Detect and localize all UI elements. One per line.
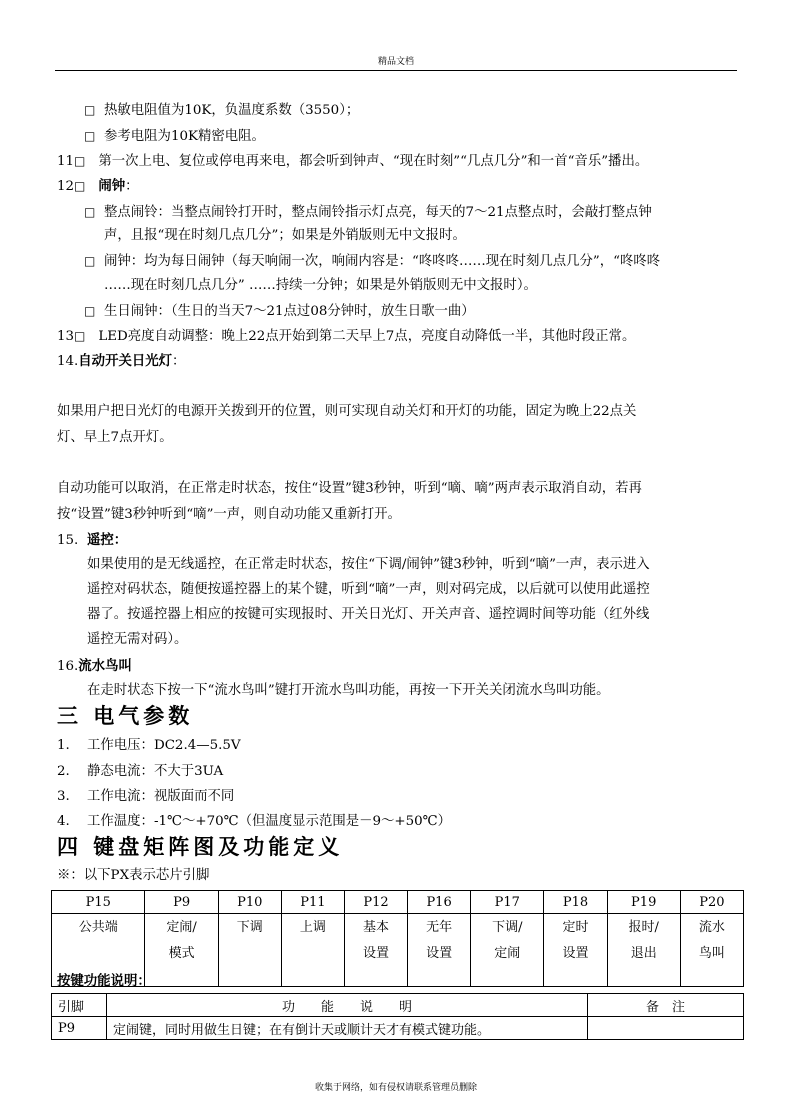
pin-table [51,890,744,987]
function-cell: 上调 [281,914,344,987]
item-12-birthday-alarm: □ 生日闹钟：（生日的当天7～21点过08分钟时，放生日歌一曲） [84,301,475,322]
item-14-para2-line1: 自动功能可以取消，在正常走时状态，按住“设置”键3秒钟，听到“嘀、嘀”两声表示取消自动，若再 [57,481,642,496]
item-12-hourly-chime-cont: 声，且报“现在时刻几点几分”；如果是外销版则无中文报时。 [104,228,466,243]
row-pin: P9 [52,1017,107,1040]
item-16-title: 16.流水鸟叫 [57,658,132,674]
bullet-reference-resistor: □ 参考电阻为10K精密电阻。 [84,126,265,147]
item-13: 13□ LED亮度自动调整：晚上22点开始到第二天早上7点，亮度自动降低一半，其他时段正常。 [57,326,635,347]
item-15-line1: 如果使用的是无线遥控，在正常走时状态，按住“下调/闹钟”键3秒钟，听到“嘀”一声，表示进入 [87,557,650,572]
function-cell: 定闹/ 模式 [145,914,218,987]
header-rule [55,70,737,71]
item-14-para1-line1: 如果用户把日光灯的电源开关拨到开的位置，则可实现自动关灯和开灯的功能，固定为晚上22点关 [57,404,637,419]
item-11: 11□ 第一次上电、复位或停电再来电，都会听到钟声、“现在时刻”“几点几分”和一首“音乐”播出。 [57,151,648,172]
key-table-header [52,994,744,1017]
function-cell: 无年 设置 [408,914,471,987]
bullet-square-icon: □ [84,254,96,268]
function-row [52,914,744,987]
section4-heading: 四 键盘矩阵图及功能定义 [57,834,344,859]
function-cell: 公共端 [52,914,145,987]
header-note: 备 注 [588,994,744,1017]
param-item: 3. 工作电流：视版面而不同 [57,789,235,804]
table-row [52,1017,744,1040]
section3-heading: 三 电气参数 [57,703,194,728]
param-item: 2. 静态电流：不大于3UA [57,764,224,779]
bullet-square-icon: □ [84,103,96,117]
item-14-title: 14.自动开关日光灯： [57,353,186,369]
param-item: 4. 工作温度：-1℃～+70℃（但温度显示范围是－9～+50℃） [57,814,452,829]
item-14-para2-line2: 按“设置”键3秒钟听到“嘀”一声，则自动功能又重新打开。 [57,507,401,522]
pin-cell: P12 [344,891,407,914]
bullet-square-icon: □ [84,205,96,219]
row-note [588,1017,744,1040]
bullet-square-icon: □ [74,329,86,343]
pin-cell: P11 [281,891,344,914]
pin-cell: P10 [218,891,281,914]
function-cell: 基本 设置 [344,914,407,987]
bullet-square-icon: □ [84,129,96,143]
header-function: 功 能 说 明 [107,994,588,1017]
item-12-title: 12□ 闹钟： [57,178,139,194]
item-12-daily-alarm: □ 闹钟：均为每日闹钟（每天响闹一次，响闹内容是：“咚咚咚……现在时刻几点几分”，“咚咚咚 [84,251,660,272]
pin-cell: P16 [408,891,471,914]
pin-note: ※：以下PX表示芯片引脚 [57,868,210,883]
pin-cell: P9 [145,891,218,914]
param-item: 1. 工作电压：DC2.4—5.5V [57,738,241,753]
pin-cell: P18 [544,891,607,914]
item-16-line1: 在走时状态下按一下“流水鸟叫”键打开流水鸟叫功能，再按一下开关关闭流水鸟叫功能。 [87,683,610,698]
pin-cell: P19 [607,891,680,914]
pin-cell: P15 [52,891,145,914]
function-cell: 下调/ 定闹 [471,914,544,987]
bullet-square-icon: □ [74,154,86,168]
item-14-para1-line2: 灯、早上7点开灯。 [57,430,173,445]
key-desc-title: 按键功能说明： [57,973,151,989]
pin-cell: P17 [471,891,544,914]
row-desc: 定闹键，同时用做生日键；在有倒计天或顺计天才有模式键功能。 [107,1017,588,1040]
page-header: 精品文档 [377,57,414,67]
pin-row [52,891,744,914]
bullet-square-icon: □ [84,304,96,318]
function-cell: 流水 鸟叫 [680,914,743,987]
item-15-line4: 遥控无需对码）。 [87,632,188,647]
pin-cell: P20 [680,891,743,914]
bullet-thermistor: □ 热敏电阻值为10K，负温度系数（3550）； [84,100,359,121]
key-function-table [51,993,744,1040]
item-12-hourly-chime: □ 整点闹铃：当整点闹铃打开时，整点闹铃指示灯点亮，每天的7～21点整点时，会敲打整点钟 [84,202,652,223]
page-footer: 收集于网络，如有侵权请联系管理员删除 [314,1083,477,1093]
function-cell: 报时/ 退出 [607,914,680,987]
item-15-line2: 遥控对码状态，随便按遥控器上的某个键，听到“嘀”一声，则对码完成，以后就可以使用此遥控 [87,582,650,597]
item-15-title: 15. 遥控： [57,532,128,548]
item-12-daily-alarm-cont: ……现在时刻几点几分” ……持续一分钟；如果是外销版则无中文报时）。 [104,278,537,293]
function-cell: 定时 设置 [544,914,607,987]
header-pin: 引脚 [52,994,107,1017]
item-15-line3: 器了。按遥控器上相应的按键可实现报时、开关日光灯、开关声音、遥控调时间等功能（红外线 [87,607,650,622]
bullet-square-icon: □ [74,179,86,193]
function-cell: 下调 [218,914,281,987]
